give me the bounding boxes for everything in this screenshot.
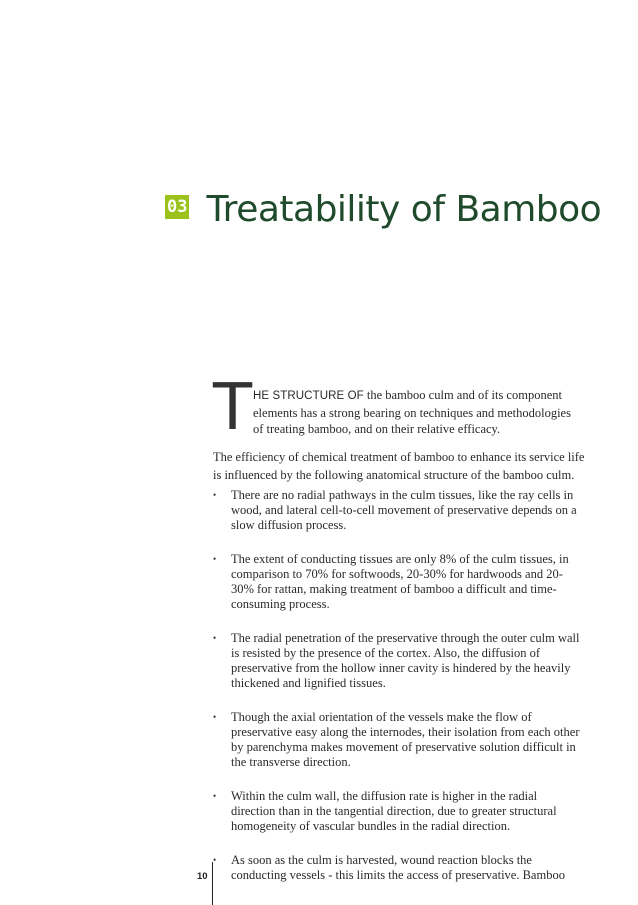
page-number: 10 [197,871,208,882]
intro-paragraph [213,371,583,445]
bullet-list [213,488,583,902]
chapter-heading [165,186,601,234]
list-item: • Though the axial orientation of the vessels make the flow of preservative easy along the internodes, their isolation from each other by parenchyma makes movement of preservative solution difficult in the transverse direction. [213,710,583,770]
list-item: • Within the culm wall, the diffusion rate is higher in the radial direction than in the tangential direction, due to greater structural homogeneity of vascular bundles in the radial direction. [213,789,583,834]
intro-smallcaps: HE STRUCTURE OF [253,390,364,402]
list-item: • The radial penetration of the preservative through the outer culm wall is resisted by the presence of the cortex. Also, the diffusion of preservative from the hollow inner cavity is hindered by the heavily thickened and lignified tissues. [213,631,583,691]
page-rule [212,862,213,905]
intro-text [253,381,583,438]
list-item: • As soon as the culm is harvested, wound reaction blocks the conducting vessels - this limits the access of preservative. Bamboo [213,853,583,883]
chapter-title: Treatability of Bamboo [206,189,602,230]
chapter-number: 03 [167,197,188,217]
lead-paragraph: The efficiency of chemical treatment of bamboo to enhance its service life is influenced by the following anatomical structure of the bamboo culm. [213,450,585,482]
list-item: • The extent of conducting tissues are only 8% of the culm tissues, in comparison to 70% for softwoods, 20-30% for hardwoods and 20-30% for rattan, making treatment of bamboo a difficult and time-consuming process. [213,552,583,612]
list-item: • There are no radial pathways in the culm tissues, like the ray cells in wood, and lateral cell-to-cell movement of preservative depends on a slow diffusion process. [213,488,583,533]
intro-body: the bamboo culm and of its component elements has a strong bearing on techniques and methodologies of treating bamboo, and on their relative efficacy. [253,388,571,436]
drop-cap: T [213,371,253,445]
